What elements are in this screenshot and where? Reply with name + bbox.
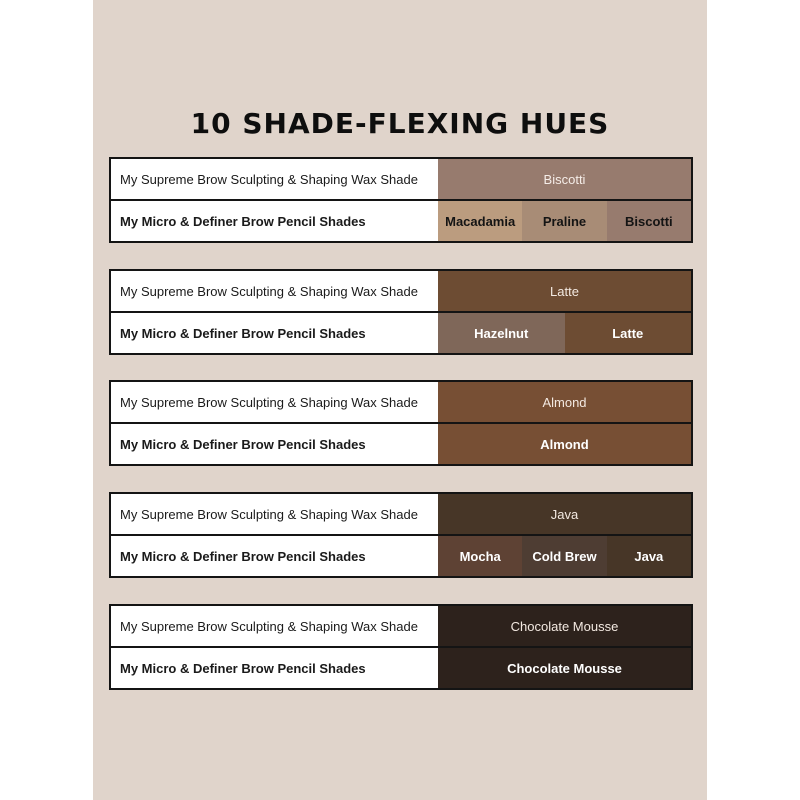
pencil-row <box>111 536 691 576</box>
pencil-row <box>111 424 691 464</box>
pencil-shade-swatch: Latte <box>565 313 692 353</box>
wax-row <box>111 606 691 646</box>
pencil-shade-swatch: Hazelnut <box>438 313 565 353</box>
wax-label: My Supreme Brow Sculpting & Shaping Wax Shade <box>120 506 418 522</box>
shade-group-4 <box>109 492 693 578</box>
wax-shade-swatch: Chocolate Mousse <box>438 606 691 646</box>
pencil-shade-swatch: Macadamia <box>438 201 522 241</box>
pencil-shade-swatch: Chocolate Mousse <box>438 648 691 688</box>
pencil-shade-cells <box>438 201 691 241</box>
pencil-shade-cells <box>438 536 691 576</box>
wax-label: My Supreme Brow Sculpting & Shaping Wax Shade <box>120 283 418 299</box>
wax-shade-swatch: Almond <box>438 382 691 422</box>
pencil-label: My Micro & Definer Brow Pencil Shades <box>120 660 366 676</box>
wax-shade-cells <box>438 382 691 422</box>
wax-shade-cells <box>438 271 691 311</box>
shade-group-2 <box>109 269 693 355</box>
pencil-shade-swatch: Cold Brew <box>522 536 606 576</box>
shade-group-1 <box>109 157 693 243</box>
pencil-shade-cells <box>438 424 691 464</box>
pencil-shade-cells <box>438 313 691 353</box>
wax-row <box>111 159 691 199</box>
wax-label: My Supreme Brow Sculpting & Shaping Wax Shade <box>120 618 418 634</box>
shade-group-5 <box>109 604 693 690</box>
pencil-row <box>111 313 691 353</box>
pencil-label: My Micro & Definer Brow Pencil Shades <box>120 548 366 564</box>
wax-shade-swatch: Biscotti <box>438 159 691 199</box>
page-title: 10 SHADE-FLEXING HUES <box>190 107 610 140</box>
pencil-label: My Micro & Definer Brow Pencil Shades <box>120 213 366 229</box>
wax-row <box>111 494 691 534</box>
pencil-shade-swatch: Almond <box>438 424 691 464</box>
pencil-shade-swatch: Java <box>607 536 691 576</box>
wax-label: My Supreme Brow Sculpting & Shaping Wax Shade <box>120 171 418 187</box>
wax-shade-cells <box>438 606 691 646</box>
wax-row <box>111 271 691 311</box>
pencil-row <box>111 201 691 241</box>
pencil-row <box>111 648 691 688</box>
wax-row <box>111 382 691 422</box>
wax-shade-cells <box>438 159 691 199</box>
pencil-shade-cells <box>438 648 691 688</box>
wax-label: My Supreme Brow Sculpting & Shaping Wax Shade <box>120 394 418 410</box>
shade-group-3 <box>109 380 693 466</box>
pencil-label: My Micro & Definer Brow Pencil Shades <box>120 325 366 341</box>
pencil-label: My Micro & Definer Brow Pencil Shades <box>120 436 366 452</box>
wax-shade-swatch: Latte <box>438 271 691 311</box>
wax-shade-cells <box>438 494 691 534</box>
wax-shade-swatch: Java <box>438 494 691 534</box>
pencil-shade-swatch: Biscotti <box>607 201 691 241</box>
pencil-shade-swatch: Praline <box>522 201 606 241</box>
pencil-shade-swatch: Mocha <box>438 536 522 576</box>
